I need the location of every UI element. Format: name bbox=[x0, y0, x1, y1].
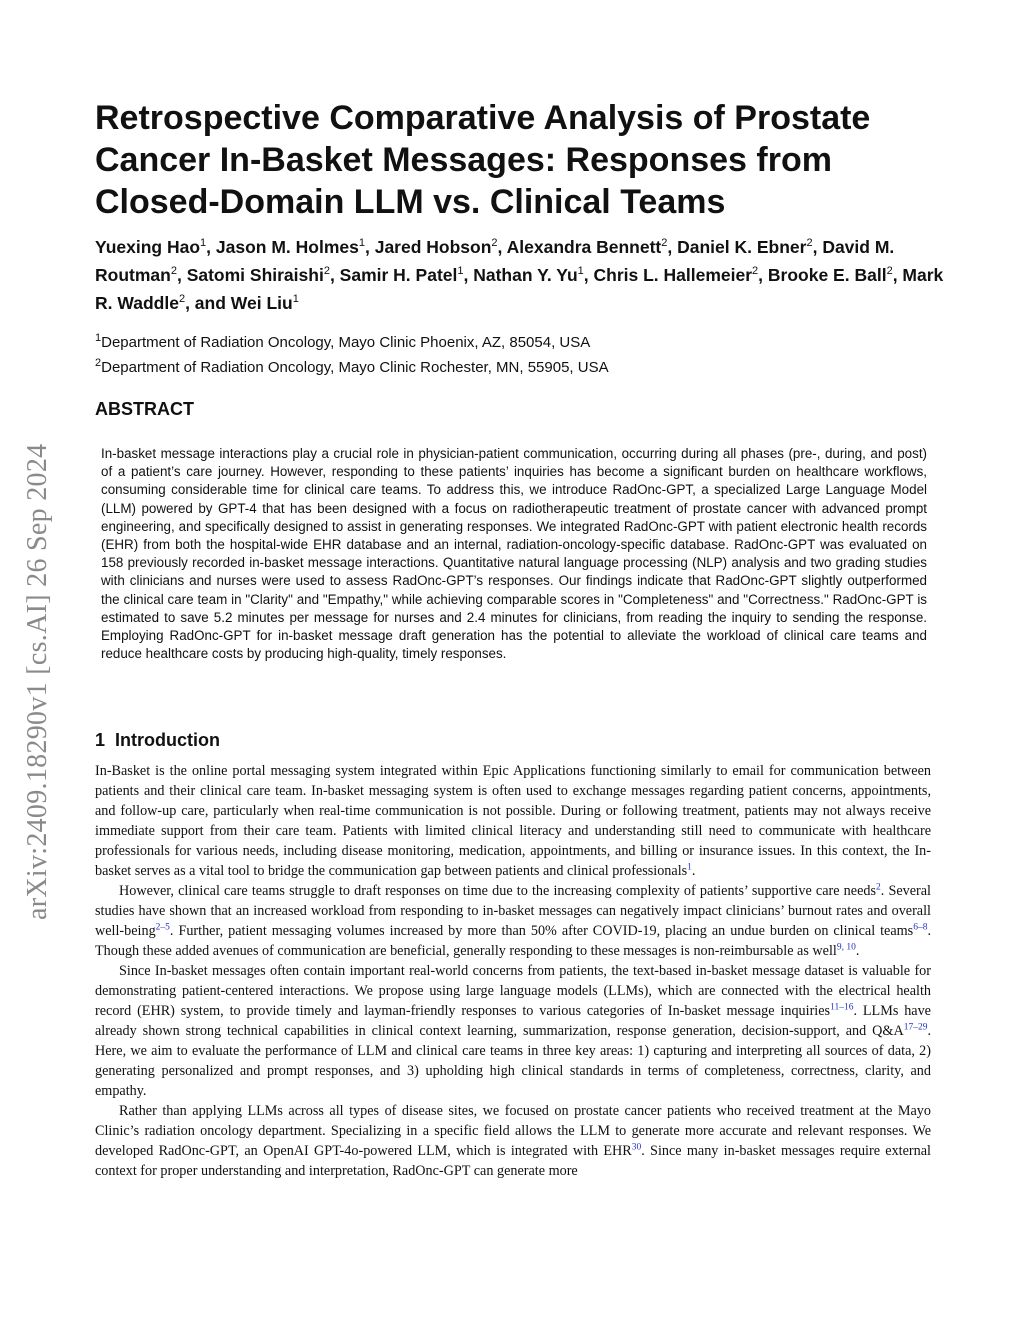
author-and-word: and bbox=[194, 292, 226, 313]
author-name: Brooke E. Ball bbox=[767, 264, 887, 285]
paragraph-text: . Further, patient messaging volumes increased by more than 50% after COVID-19, placing an undue burden on clinical teams bbox=[169, 923, 914, 939]
affiliation-number: 1 bbox=[95, 332, 102, 344]
section-number: 1 bbox=[95, 730, 106, 750]
affiliation-line bbox=[95, 328, 609, 353]
author-affiliation-mark: 2 bbox=[806, 237, 813, 249]
author-name: Nathan Y. Yu bbox=[473, 264, 578, 285]
author-name: Samir H. Patel bbox=[339, 264, 458, 285]
paper-title: Retrospective Comparative Analysis of Prostate Cancer In-Basket Messages: Responses from Closed-Domain LLM vs. Clinical Teams bbox=[95, 99, 871, 221]
paragraph-text: . bbox=[855, 943, 860, 959]
introduction-body bbox=[95, 761, 931, 1181]
author-affiliation-mark: 2 bbox=[752, 264, 759, 277]
citation-link[interactable]: 17–29 bbox=[903, 1022, 928, 1033]
citation-link[interactable]: 11–16 bbox=[830, 1002, 854, 1013]
affiliation-text: Department of Radiation Oncology, Mayo Clinic Rochester, MN, 55905, USA bbox=[101, 359, 609, 376]
paragraph-text: . Several studies have shown that an increased workload from responding to in-basket messages can negatively impact clinicians’ burnout rates and overall well-being bbox=[95, 883, 931, 939]
paragraph-text: . LLMs have already shown strong technical capabilities in clinical context learning, summarization, response generation, decision-support, and Q&A bbox=[95, 1003, 931, 1039]
author-affiliation-mark: 1 bbox=[292, 292, 299, 305]
author-affiliation-mark: 1 bbox=[457, 264, 464, 277]
paragraph-text: However, clinical care teams struggle to draft responses on time due to the increasing complexity of patients’ supportive care needs bbox=[119, 883, 876, 899]
citation-link[interactable]: 2 bbox=[876, 882, 881, 893]
author-list: Yuexing Hao$^1$, Jason M. Holmes$^1$, Jared Hobson$^2$, Alexandra Bennett$^2$, Daniel K. Ebner$^2$, David M. Routman$^2$, Satomi Shiraishi$^2$, Samir H. Patel$^1$, Nathan Y. Yu$^1$, Chris L. Hallemeier$^2$, Brooke E. Ball$^2$, Mark R. Waddle$^2$, and Wei Liu$^1$ bbox=[95, 236, 944, 313]
author-name: David M. Routman bbox=[95, 236, 895, 285]
paragraph-text: . Here, we aim to evaluate the performance of LLM and clinical care teams in three key areas: 1) capturing and interpreting all sources of data, 2) generating personalized and prompt responses, and 3) upholding high clinical standards in terms of completeness, correctness, clarity, and empathy. bbox=[95, 1023, 931, 1099]
author-name: Mark R. Waddle bbox=[95, 264, 944, 313]
body-paragraph bbox=[95, 881, 931, 961]
author-name: Yuexing Hao bbox=[95, 236, 201, 257]
author-name: Daniel K. Ebner bbox=[677, 236, 807, 257]
author-name: Alexandra Bennett bbox=[506, 236, 662, 257]
citation-link[interactable]: 6–8 bbox=[913, 922, 928, 933]
abstract-text: In-basket message interactions play a crucial role in physician-patient communication, occurring during all phases (pre-, during, and post) of a patient’s care journey. However, responding to these patients’ inquiries has become a significant burden on healthcare workflows, consuming considerable time for clinical care teams. To address this, we introduce RadOnc-GPT, a specialized Large Language Model (LLM) powered by GPT-4 that has been designed with a focus on radiotherapeutic treatment of prostate cancer with advanced prompt engineering, and specifically designed to assist in generating responses. We integrated RadOnc-GPT with patient electronic health records (EHR) from both the hospital-wide EHR database and an internal, radiation-oncology-specific database. RadOnc-GPT was evaluated on 158 previously recorded in-basket message interactions. Quantitative natural language processing (NLP) analysis and two grading studies with clinicians and nurses were used to assess RadOnc-GPT’s responses. Our findings indicate that RadOnc-GPT slightly outperformed the clinical care team in "Clarity" and "Empathy," while achieving comparable scores in "Completeness" and "Correctness." RadOnc-GPT is estimated to save 5.2 minutes per message for nurses and 2.4 minutes for clinicians, from reading the inquiry to sending the response. Employing RadOnc-GPT for in-basket message draft generation has the potential to alleviate the workload of clinical care teams and reduce healthcare costs by producing high-quality, timely responses. bbox=[101, 446, 927, 662]
citation-link[interactable]: 9, 10 bbox=[836, 942, 856, 953]
body-paragraph bbox=[95, 761, 931, 881]
affiliation-line bbox=[95, 353, 609, 378]
section-heading-introduction bbox=[95, 730, 220, 751]
author-affiliation-mark: 2 bbox=[661, 237, 668, 249]
author-affiliation-mark: 2 bbox=[178, 292, 186, 305]
author-name: Jared Hobson bbox=[374, 236, 492, 257]
affiliations bbox=[95, 328, 609, 378]
author-name: Jason M. Holmes bbox=[215, 236, 359, 257]
section-title: Introduction bbox=[115, 730, 220, 750]
affiliation-number: 2 bbox=[95, 357, 102, 369]
author-affiliation-mark: 1 bbox=[200, 237, 207, 249]
paragraph-text: Rather than applying LLMs across all types of disease sites, we focused on prostate cancer patients who received treatment at the Mayo Clinic’s radiation oncology department. Specializing in a specific field allows the LLM to generate more accurate and relevant responses. We developed RadOnc-GPT, an OpenAI GPT-4o-powered LLM, which is integrated with EHR bbox=[95, 1103, 931, 1159]
author-name: Wei Liu bbox=[230, 292, 293, 313]
author-affiliation-mark: 1 bbox=[577, 264, 584, 277]
paragraph-text: . Since many in-basket messages require external context for proper understanding and interpretation, RadOnc-GPT can generate more bbox=[95, 1143, 931, 1179]
author-affiliation-mark: 2 bbox=[170, 264, 177, 277]
abstract-heading: ABSTRACT bbox=[95, 399, 194, 419]
body-paragraph bbox=[95, 1101, 931, 1181]
affiliation-text: Department of Radiation Oncology, Mayo Clinic Phoenix, AZ, 85054, USA bbox=[101, 334, 591, 351]
author-affiliation-mark: 1 bbox=[358, 237, 365, 249]
paragraph-text: . bbox=[691, 863, 696, 879]
author-affiliation-mark: 2 bbox=[323, 264, 330, 277]
paragraph-text: . Though these added avenues of communication are beneficial, generally responding to these messages is non-reimbursable as well bbox=[95, 923, 931, 959]
citation-link[interactable]: 30 bbox=[631, 1142, 642, 1153]
author-affiliation-mark: 2 bbox=[886, 264, 893, 277]
author-name: Chris L. Hallemeier bbox=[593, 264, 753, 285]
paragraph-text: Since In-basket messages often contain important real-world concerns from patients, the text-based in-basket message dataset is valuable for demonstrating patient-centered interactions. We propose using large language models (LLMs), which are connected with the electrical health record (EHR) system, to provide timely and layman-friendly responses to various categories of In-basket message inquiries bbox=[95, 963, 931, 1019]
paragraph-text: In-Basket is the online portal messaging system integrated within Epic Applications functioning similarly to email for communication between patients and their clinical care team. In-basket messaging system is often used to exchange messages regarding patient concerns, appointments, and follow-up care, particularly when real-time communication is not possible. During or following treatment, patients may not always receive immediate support from their care team. Patients with limited clinical literacy and understanding still need to communicate with healthcare professionals for various needs, including disease monitoring, medication, appointments, and billing or insurance issues. In this context, the In-basket serves as a vital tool to bridge the communication gap between patients and clinical professionals bbox=[95, 763, 931, 879]
citation-link[interactable]: 1 bbox=[687, 862, 692, 873]
body-paragraph bbox=[95, 961, 931, 1101]
author-name: Satomi Shiraishi bbox=[186, 264, 324, 285]
author-affiliation-mark: 2 bbox=[491, 237, 498, 249]
arxiv-side-stamp: arXiv:2409.18290v1 [cs.AI] 26 Sep 2024 bbox=[22, 443, 53, 920]
citation-link[interactable]: 2–5 bbox=[155, 922, 170, 933]
